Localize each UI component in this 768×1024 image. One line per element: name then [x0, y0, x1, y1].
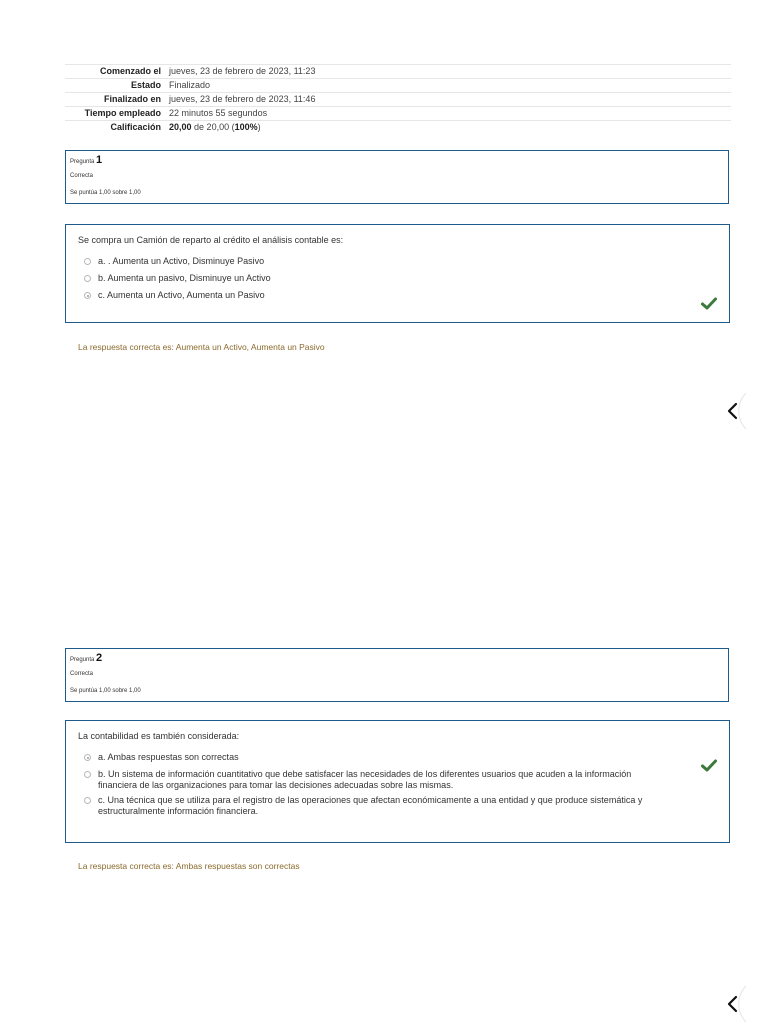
summary-row-grade	[65, 121, 731, 135]
chevron-left-icon[interactable]	[716, 984, 750, 1024]
attempt-summary-table	[65, 64, 731, 134]
time-value: 22 minutos 55 segundos	[165, 107, 731, 121]
state-value: Finalizado	[165, 79, 731, 93]
question-status: Correcta	[70, 671, 94, 677]
answer-option-label: c. Aumenta un Activo, Aumenta un Pasivo	[98, 290, 265, 300]
correct-answer-feedback-1: La respuesta correcta es: Aumenta un Activo, Aumenta un Pasivo	[78, 342, 325, 352]
check-icon	[701, 297, 717, 310]
chevron-left-icon[interactable]	[716, 391, 750, 431]
grade-score: 20,00	[169, 122, 192, 132]
radio-button[interactable]	[84, 258, 91, 265]
radio-button[interactable]	[84, 797, 91, 804]
started-value: jueves, 23 de febrero de 2023, 11:23	[165, 65, 731, 79]
radio-button[interactable]	[84, 275, 91, 282]
answer-option-a[interactable]	[78, 752, 717, 763]
answer-option-label: a. . Aumenta un Activo, Disminuye Pasivo	[98, 256, 265, 266]
check-icon	[701, 759, 717, 772]
question-number-1	[70, 155, 724, 167]
question-text: Se compra un Camión de reparto al crédito el análisis contable es:	[78, 235, 344, 245]
question-mark: Se puntúa 1,00 sobre 1,00	[70, 190, 141, 196]
question-number-value: 1	[96, 154, 103, 166]
summary-row-time	[65, 107, 731, 121]
answer-option-c[interactable]	[78, 795, 717, 817]
question-content-1	[65, 224, 730, 323]
grade-value	[165, 121, 731, 135]
answer-option-b[interactable]	[78, 273, 717, 284]
radio-button[interactable]	[84, 771, 91, 778]
answer-option-label: c. Una técnica que se utiliza para el registro de las operaciones que afectan económicamente a una entidad y que produce sistemática y estructuralmente información financiera.	[98, 795, 643, 816]
question-info-1	[65, 150, 729, 204]
radio-button-selected[interactable]	[84, 754, 91, 761]
finished-label: Finalizado en	[65, 93, 165, 107]
summary-row-started	[65, 65, 731, 79]
state-label: Estado	[65, 79, 165, 93]
question-prefix: Pregunta	[70, 159, 95, 165]
grade-percent: 100%	[234, 122, 258, 132]
summary-row-finished	[65, 93, 731, 107]
answer-option-label: a. Ambas respuestas son correctas	[98, 752, 239, 762]
question-number-2	[70, 653, 724, 665]
radio-button-selected[interactable]	[84, 292, 91, 299]
question-content-2	[65, 720, 730, 843]
question-mark: Se puntúa 1,00 sobre 1,00	[70, 688, 141, 694]
question-status: Correcta	[70, 173, 94, 179]
grade-of: de 20,00 (	[194, 122, 235, 132]
question-info-2	[65, 648, 729, 702]
summary-row-state	[65, 79, 731, 93]
answer-option-a[interactable]	[78, 256, 717, 267]
answer-option-b[interactable]	[78, 769, 717, 791]
finished-value: jueves, 23 de febrero de 2023, 11:46	[165, 93, 731, 107]
correct-answer-feedback-2: La respuesta correcta es: Ambas respuestas son correctas	[78, 861, 300, 871]
question-number-value: 2	[96, 652, 103, 664]
started-label: Comenzado el	[65, 65, 165, 79]
time-label: Tiempo empleado	[65, 107, 165, 121]
answer-option-c[interactable]	[78, 290, 717, 301]
grade-label: Calificación	[65, 121, 165, 135]
grade-close: )	[257, 122, 261, 132]
question-prefix: Pregunta	[70, 657, 95, 663]
answer-option-label: b. Aumenta un pasivo, Disminuye un Activo	[98, 273, 271, 283]
answer-option-label: b. Un sistema de información cuantitativo que debe satisfacer las necesidades de los diferentes usuarios que acuden a la información financiera de las organizaciones para tomar las decisiones adecuadas sobre las mismas.	[98, 769, 632, 790]
question-text: La contabilidad es también considerada:	[78, 731, 240, 741]
